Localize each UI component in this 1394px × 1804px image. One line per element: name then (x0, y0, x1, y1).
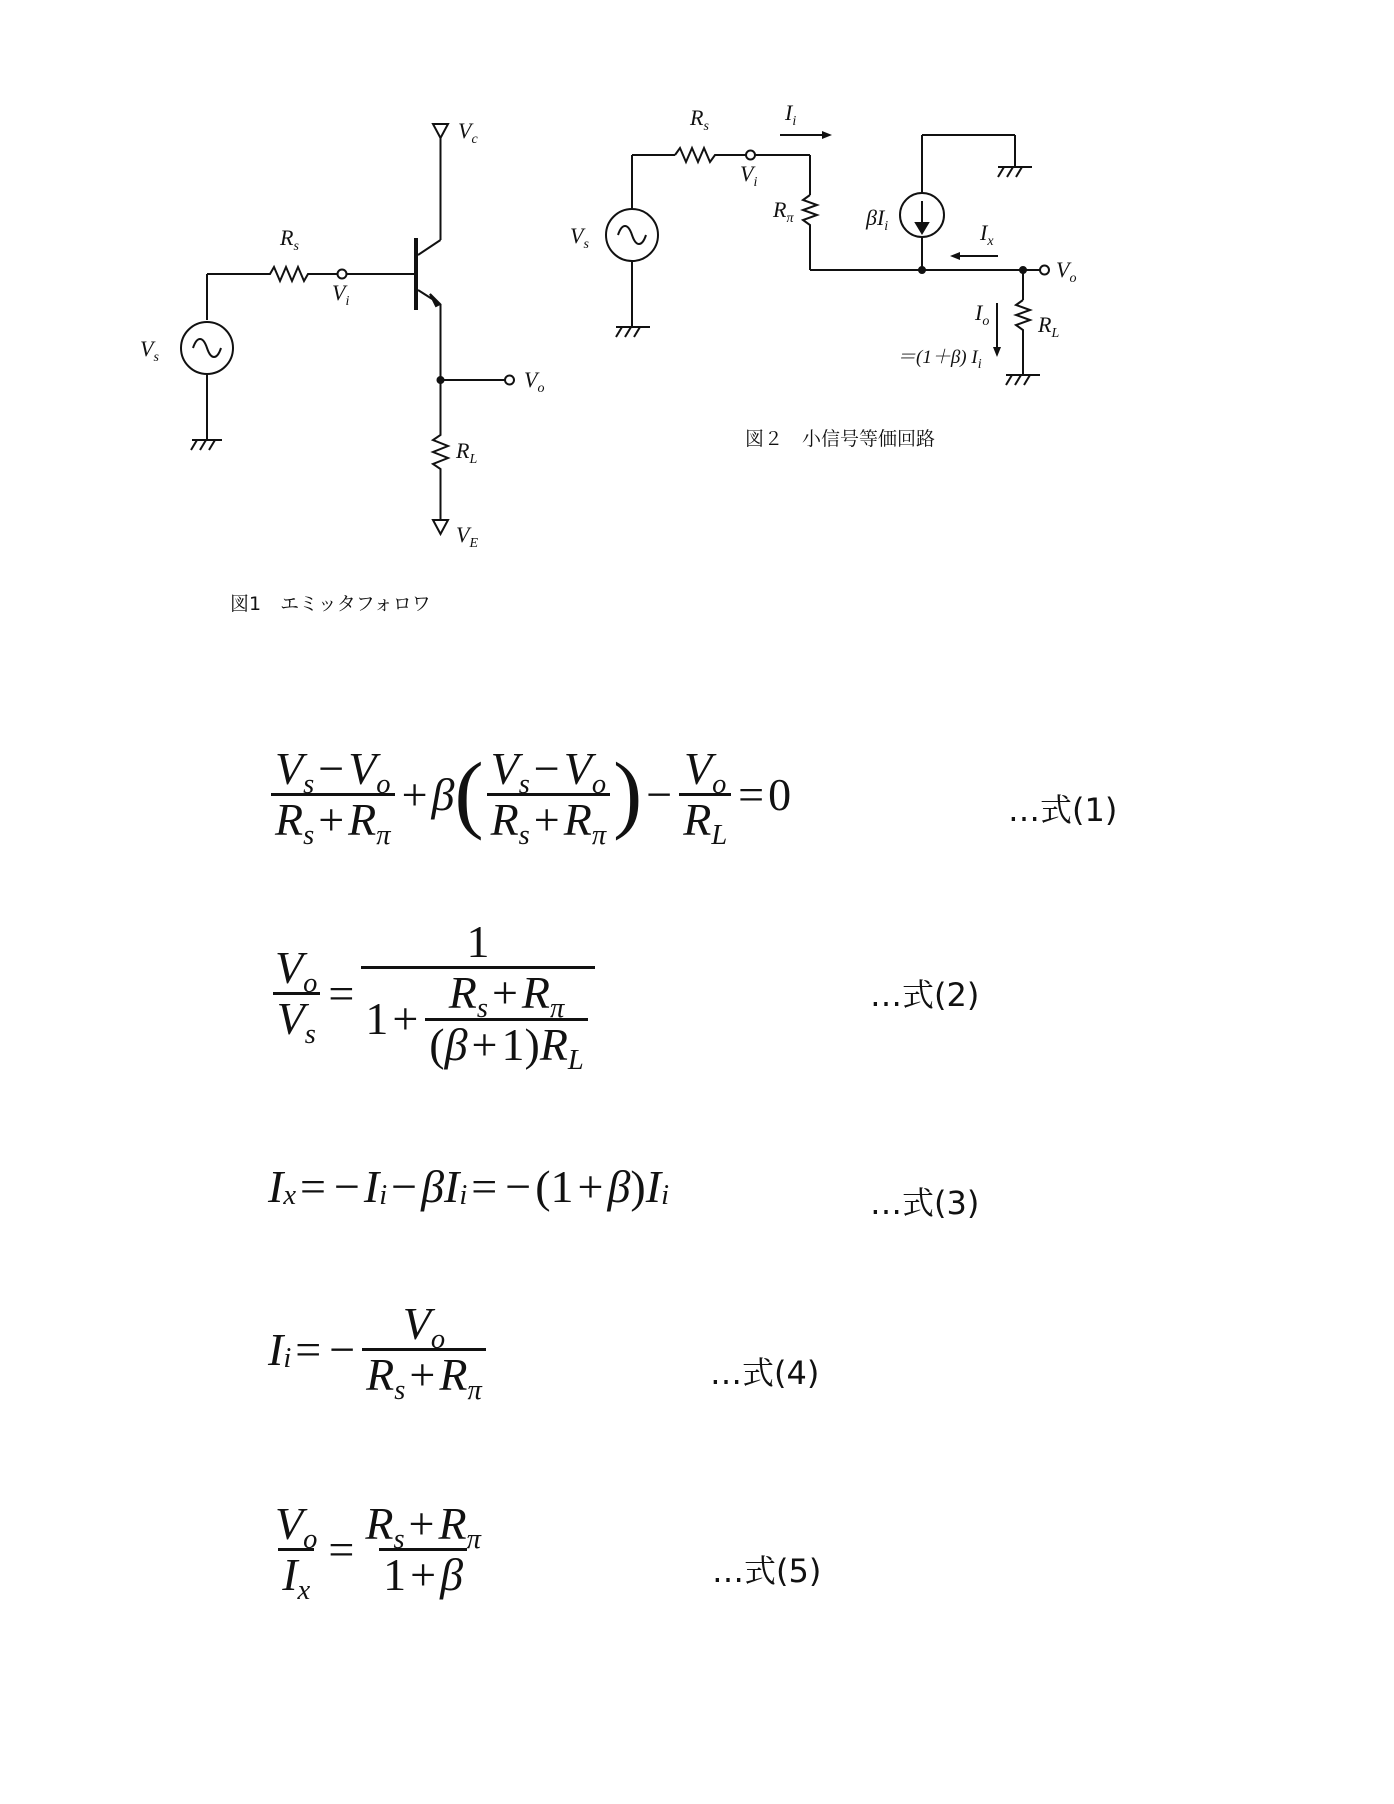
arrow-down-icon (916, 223, 928, 233)
eq2-inner-fraction: $\frac{Rs+R\pi}{(\beta+1)RL}$ (425, 969, 588, 1069)
label-ve: $V_E$ (456, 522, 479, 551)
label-vo: $V_o$ (1056, 257, 1077, 286)
rs-resistor (675, 148, 746, 162)
vo-terminal (1040, 266, 1049, 275)
label-vi: $V_i$ (332, 280, 350, 309)
equation-3-tag: …式(3) (870, 1184, 980, 1222)
equation-2: $\frac{Vo}{Vs}$ = 1 1 + $\frac{Rs+R\pi}{(\beta+1)RL}$ (268, 918, 598, 1069)
label-rs: $R_s$ (690, 105, 709, 134)
equation-2-tag: …式(2) (870, 976, 980, 1014)
equation-5: $\frac{Vo}{Ix}$ = $\frac{Rs+R\pi}{1+\beta}$ (268, 1500, 488, 1600)
rl-resistor (1016, 300, 1030, 375)
equation-4: I i = − $\frac{Vo}{Rs+R\pi}$ (268, 1300, 489, 1400)
eq5-lhs-fraction: $\frac{Vo}{Ix}$ (275, 1498, 318, 1607)
label-vs: $V_s$ (140, 336, 159, 365)
label-ii: $I_i$ (785, 100, 797, 129)
vo-terminal (505, 376, 514, 385)
equation-4-tag: …式(4) (710, 1354, 820, 1392)
eq2-lhs-fraction: $\frac{Vo}{Vs}$ (271, 944, 321, 1044)
label-beta-ii: $\beta I_i$ (866, 205, 889, 234)
label-rpi: $R_\pi$ (773, 197, 794, 226)
equation-5-tag: …式(5) (712, 1552, 822, 1590)
label-io: $I_o$ (975, 300, 990, 329)
equation-1-tag: …式(1) (1008, 791, 1118, 829)
vc-supply-symbol (433, 124, 448, 138)
eq1-fraction-b: $\frac{Vs-Vo}{Rs+R\pi}$ (487, 745, 611, 845)
label-ix: $I_x$ (980, 220, 994, 249)
eq5-rhs-fraction: $\frac{Rs+R\pi}{1+\beta}$ (365, 1498, 481, 1601)
figure-1-caption: 図1 エミッタフォロワ (230, 593, 431, 615)
ve-supply-symbol (433, 520, 448, 534)
figure-2-caption: 図２ 小信号等価回路 (745, 428, 936, 450)
eq4-fraction: $\frac{Vo}{Rs+R\pi}$ (362, 1300, 486, 1400)
eq1-fraction-a: $\frac{Vs-Vo}{Rs+R\pi}$ (271, 745, 395, 845)
sine-icon (193, 339, 221, 357)
sine-icon (618, 226, 646, 244)
label-vi: $V_i$ (740, 161, 758, 190)
rpi-resistor (803, 195, 817, 270)
label-vo: $V_o$ (524, 367, 545, 396)
figure-2-small-signal-equivalent (560, 95, 1160, 455)
equation-3: I x = − I i − βI i = − (1 + β ) I i (268, 1161, 669, 1212)
vi-terminal (338, 270, 347, 279)
label-rl: $R_L$ (1038, 312, 1060, 341)
label-rs: $R_s$ (280, 225, 299, 254)
equation-1: $\frac{Vs-Vo}{Rs+R\pi}$ + β ( $\frac{Vs-Vo}{Rs+R\pi}$ ) − $\frac{Vo}{RL}$ = 0 (268, 745, 791, 845)
eq2-rhs-fraction: 1 1 + $\frac{Rs+R\pi}{(\beta+1)RL}$ (361, 918, 594, 1069)
rl-resistor (433, 430, 448, 520)
figure-1-emitter-follower (140, 100, 560, 630)
emitter-arrow (430, 294, 440, 306)
eq1-fraction-c: $\frac{Vo}{RL}$ (679, 745, 731, 845)
label-vs: $V_s$ (570, 223, 589, 252)
label-rl: $R_L$ (456, 438, 478, 467)
vi-terminal (746, 151, 755, 160)
label-io-relation: ＝(1＋β) $I_i$ (897, 347, 982, 372)
label-vc: $V_c$ (458, 118, 478, 147)
rs-resistor (254, 267, 337, 281)
